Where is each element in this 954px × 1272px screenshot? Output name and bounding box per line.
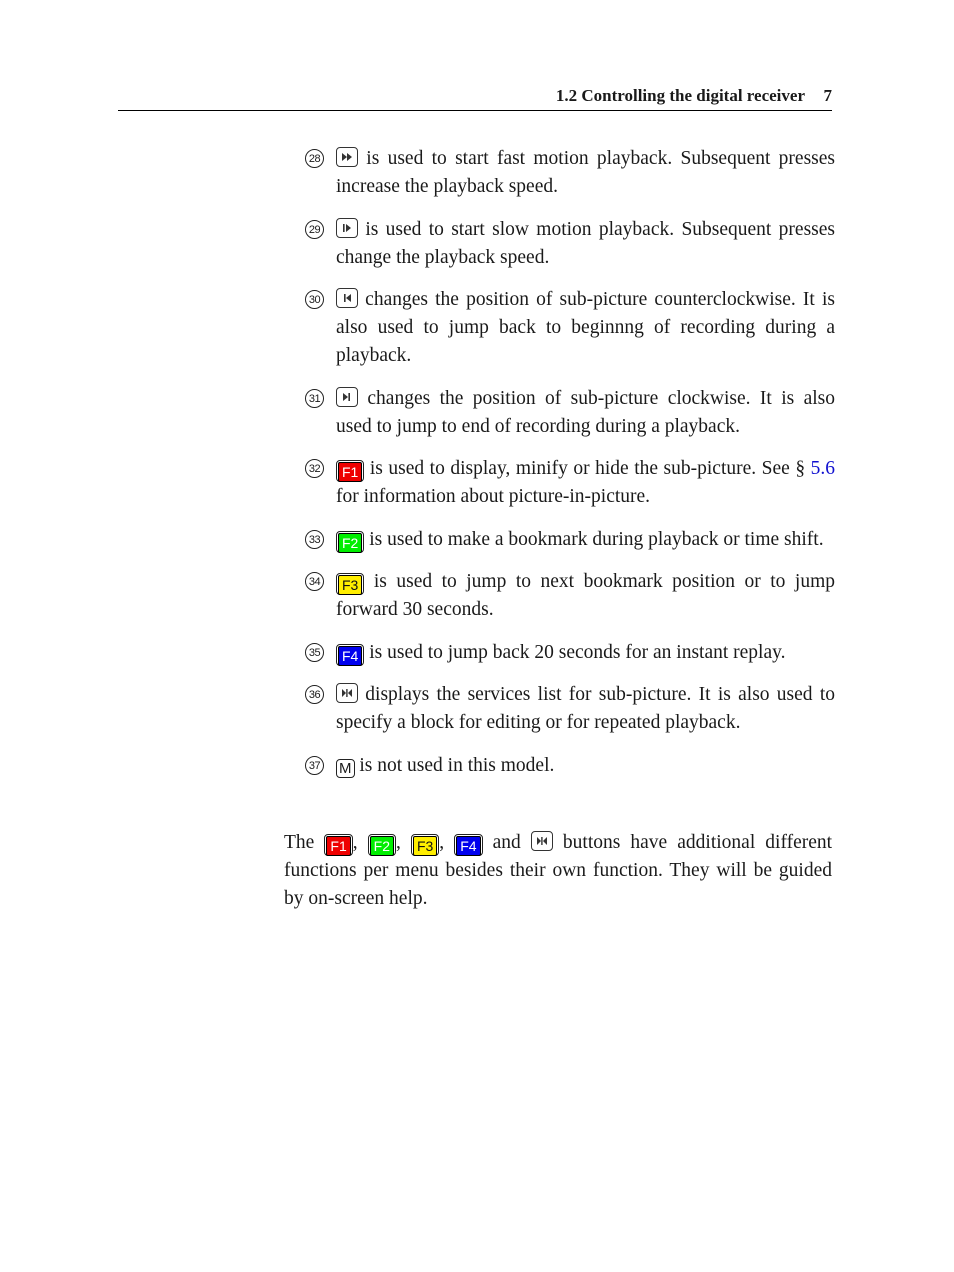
item-text: is used to start fast motion playback. Subsequent presses increase the playback speed.	[336, 148, 836, 197]
f4-key	[336, 644, 364, 666]
f1-key-label: F1	[338, 462, 362, 482]
f2-key-label: F2	[370, 836, 394, 856]
list-item	[305, 526, 835, 554]
paragraph-word: and	[492, 832, 521, 853]
item-text: changes the position of sub-picture clockwise. It is also used to jump to end of recording during a playback.	[336, 387, 836, 437]
comma: ,	[396, 832, 401, 853]
item-number: 32	[305, 459, 324, 478]
f4-key-label: F4	[456, 836, 480, 856]
list-item	[305, 385, 835, 441]
pip-list-icon	[531, 831, 553, 851]
f3-key	[411, 834, 439, 856]
f4-key	[454, 834, 482, 856]
skip-forward-icon	[336, 387, 358, 407]
item-text: is used to display, minify or hide the sub-picture. See	[369, 458, 790, 479]
fast-forward-icon	[336, 147, 358, 167]
item-text: displays the services list for sub-picture. It is also used to specify a block for editing or for repeated playback.	[336, 684, 835, 733]
list-item	[305, 639, 835, 667]
item-number: 35	[305, 643, 324, 662]
item-text: is used to jump to next bookmark position or to jump forward 30 seconds.	[336, 571, 835, 620]
comma: ,	[439, 832, 445, 853]
item-text: is used to make a bookmark during playback or time shift.	[369, 528, 824, 550]
m-key: M	[336, 759, 355, 778]
item-text: changes the position of sub-picture counterclockwise. It is also used to jump back to beginnng of recording during a playback.	[336, 289, 836, 366]
f1-key-label: F1	[326, 836, 350, 856]
item-text: is not used in this model.	[359, 754, 555, 776]
item-number: 28	[305, 149, 324, 168]
list-item	[305, 681, 835, 737]
section-link[interactable]: 5.6	[810, 458, 836, 479]
f2-key-label: F2	[338, 533, 362, 553]
f4-key-label: F4	[338, 646, 362, 666]
list-item	[305, 216, 835, 272]
slow-motion-icon	[336, 218, 358, 238]
list-item	[305, 455, 835, 511]
button-description-list	[305, 145, 835, 797]
item-number: 36	[305, 685, 324, 704]
item-text-continued: for information about picture-in-picture.	[336, 486, 651, 507]
item-number: 34	[305, 572, 324, 591]
comma: ,	[352, 832, 358, 853]
item-number: 31	[305, 389, 324, 408]
f2-key	[368, 834, 396, 856]
closing-paragraph	[284, 829, 832, 913]
section-sign: §	[795, 458, 806, 479]
f1-key	[324, 834, 352, 856]
running-header	[118, 84, 832, 111]
item-text: is used to jump back 20 seconds for an instant replay.	[369, 641, 786, 663]
paragraph-text: buttons have additional different functions per menu besides their own function. They will be guided by on-screen help.	[284, 832, 833, 909]
skip-back-icon	[336, 288, 358, 308]
item-number: 37	[305, 756, 324, 775]
f1-key	[336, 460, 364, 482]
page-number: 7	[823, 86, 832, 105]
f2-key	[336, 531, 364, 553]
pip-list-icon	[336, 683, 358, 703]
list-item	[305, 145, 835, 201]
list-item	[305, 568, 835, 624]
list-item	[305, 752, 835, 780]
item-number: 30	[305, 290, 324, 309]
f3-key-label: F3	[413, 836, 437, 856]
item-number: 29	[305, 220, 324, 239]
section-title: 1.2 Controlling the digital receiver	[555, 86, 805, 105]
item-text: is used to start slow motion playback. Subsequent presses change the playback speed.	[336, 218, 835, 268]
f3-key	[336, 573, 364, 595]
item-number: 33	[305, 530, 324, 549]
paragraph-word: The	[284, 832, 315, 853]
f3-key-label: F3	[338, 575, 362, 595]
list-item	[305, 286, 835, 370]
